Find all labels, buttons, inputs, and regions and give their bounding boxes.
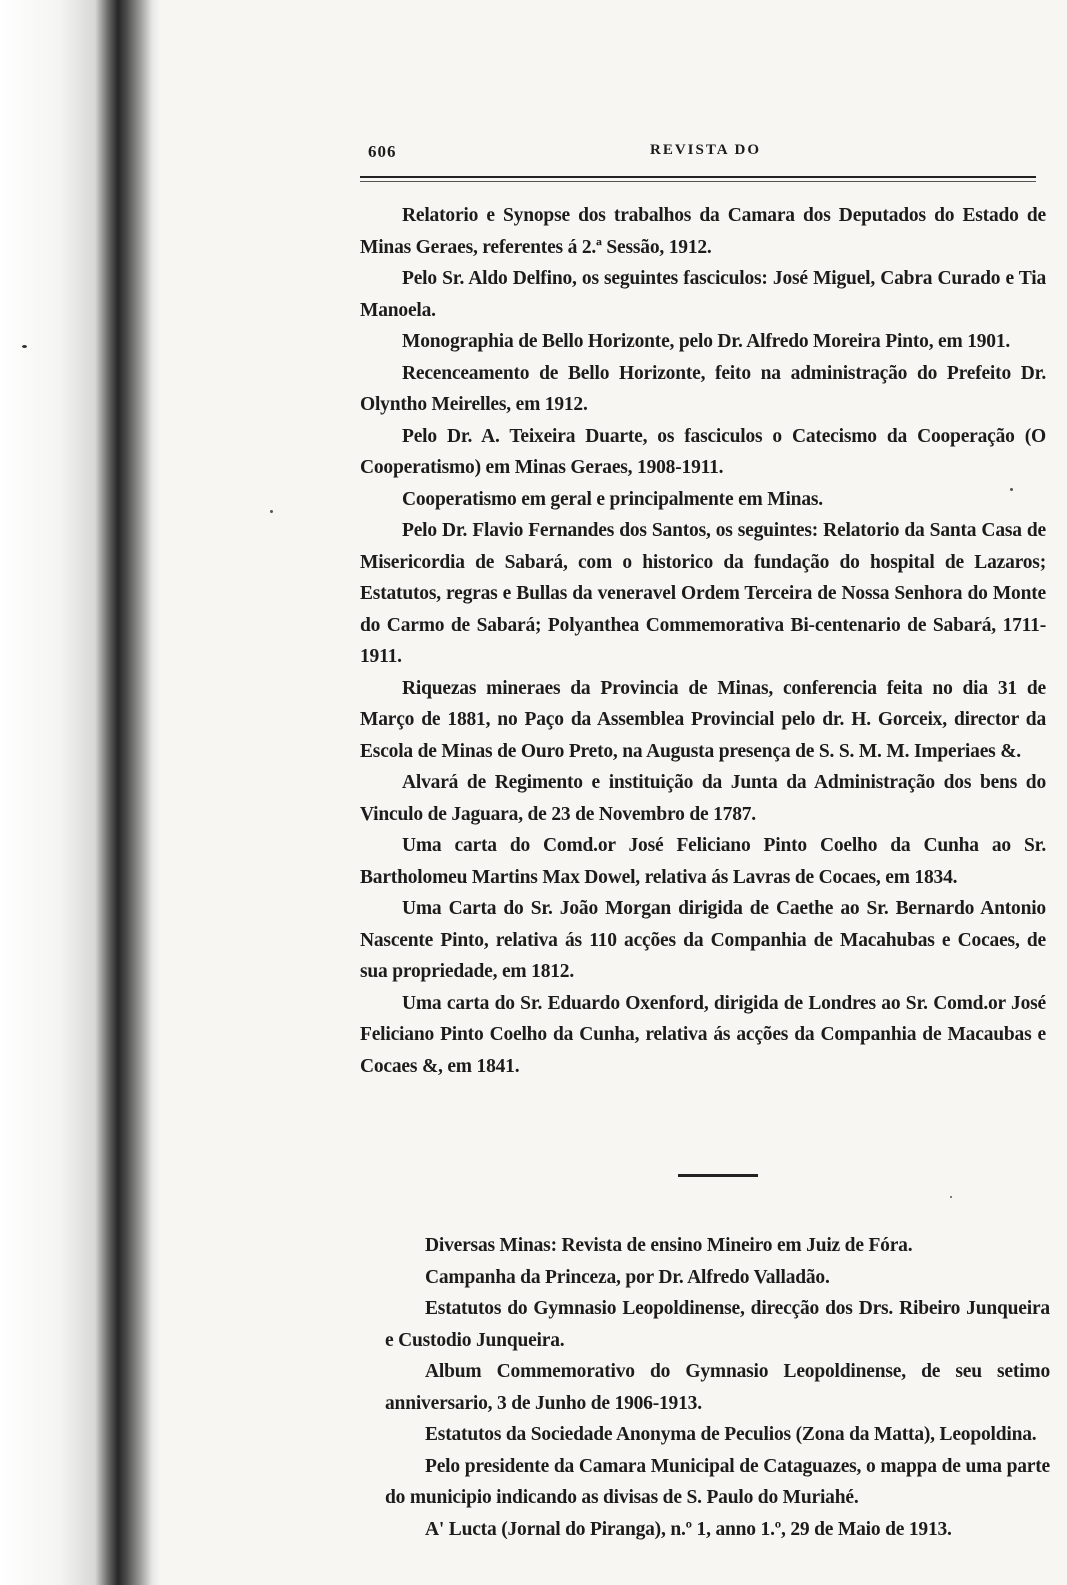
entry-paragraph: Uma carta do Comd.or José Feliciano Pinto Coelho da Cunha ao Sr. Bartholomeu Martins Max Dowel, relativa ás Lavras de Cocaes, em 1834. bbox=[360, 835, 1046, 888]
entry-paragraph: Recenceamento de Bello Horizonte, feito na administração do Prefeito Dr. Olyntho Meirelles, em 1912. bbox=[360, 362, 1046, 415]
entry-paragraph: Album Commemorativo do Gymnasio Leopoldinense, de seu setimo anniversario, 3 de Junho de 1906-1913. bbox=[385, 1361, 1050, 1414]
catalogue-section-1 bbox=[360, 200, 1046, 1082]
entry-paragraph: Pelo Sr. Aldo Delfino, os seguintes fasciculos: José Miguel, Cabra Curado e Tia Manoela. bbox=[360, 268, 1046, 321]
entry-paragraph: Diversas Minas: Revista de ensino Mineiro em Juiz de Fóra. bbox=[425, 1235, 913, 1256]
entry-paragraph: Campanha da Princeza, por Dr. Alfredo Valladão. bbox=[425, 1266, 830, 1288]
entry-paragraph: Uma Carta do Sr. João Morgan dirigida de Caethe ao Sr. Bernardo Antonio Nascente Pinto, relativa ás 110 acções da Companhia de Macahubas e Cocaes, de sua propriedade, em 1812. bbox=[360, 898, 1046, 982]
entry-paragraph: Uma carta do Sr. Eduardo Oxenford, dirigida de Londres ao Sr. Comd.or José Feliciano Pinto Coelho da Cunha, relativa ás acções da Companhia de Macaubas e Cocaes &, em 1841. bbox=[360, 992, 1046, 1077]
entry-paragraph: Monographia de Bello Horizonte, pelo Dr. Alfredo Moreira Pinto, em 1901. bbox=[402, 331, 1011, 352]
entry-paragraph: Alvará de Regimento e instituição da Junta da Administração dos bens do Vinculo de Jaguara, de 23 de Novembro de 1787. bbox=[360, 772, 1046, 825]
entry-paragraph: Pelo Dr. Flavio Fernandes dos Santos, os seguintes: Relatorio da Santa Casa de Misericordia de Sabará, com o historico da fundação do hospital de Lazaros; Estatutos, regras e Bullas da veneravel Ordem Terceira de Nossa Senhora do Monte do Carmo de Sabará; Polyanthea Commemorativa Bi-centenario de Sabará, 1711-1911. bbox=[360, 520, 1046, 667]
paper-speck bbox=[270, 510, 273, 513]
entry-paragraph: Relatorio e Synopse dos trabalhos da Camara dos Deputados do Estado de Minas Geraes, referentes á 2.ª Sessão, 1912. bbox=[360, 205, 1046, 258]
entry-paragraph: Pelo Dr. A. Teixeira Duarte, os fasciculos o Catecismo da Cooperação (O Cooperatismo) em Minas Geraes, 1908-1911. bbox=[360, 425, 1046, 478]
entry-paragraph: Pelo presidente da Camara Municipal de Cataguazes, o mappa de uma parte do municipio indicando as divisas de S. Paulo do Muriahé. bbox=[385, 1455, 1050, 1508]
entry-paragraph: Estatutos do Gymnasio Leopoldinense, direcção dos Drs. Ribeiro Junqueira e Custodio Junqueira. bbox=[385, 1298, 1050, 1351]
page-header bbox=[360, 130, 1050, 170]
catalogue-section-2 bbox=[385, 1230, 1050, 1545]
entry-paragraph: Riquezas mineraes da Provincia de Minas, conferencia feita no dia 31 de Março de 1881, no Paço da Assemblea Provincial pelo dr. H. Gorceix, director da Escola de Minas de Ouro Preto, na Augusta presença de S. S. M. M. Imperiaes &. bbox=[360, 677, 1046, 762]
entry-paragraph: A' Lucta (Jornal do Piranga), n.º 1, anno 1.º, 29 de Maio de 1913. bbox=[425, 1518, 952, 1540]
header-rule bbox=[360, 176, 1036, 182]
paper-speck bbox=[950, 1196, 952, 1198]
book-binding-gutter bbox=[0, 0, 160, 1585]
book-page bbox=[360, 130, 1050, 1540]
paper-speck bbox=[22, 345, 27, 348]
running-head: REVISTA DO bbox=[650, 142, 761, 158]
section-divider bbox=[678, 1174, 758, 1177]
entry-paragraph: Estatutos da Sociedade Anonyma de Peculios (Zona da Matta), Leopoldina. bbox=[425, 1424, 1037, 1445]
page-number: 606 bbox=[368, 142, 397, 161]
entry-paragraph: Cooperatismo em geral e principalmente em Minas. bbox=[402, 488, 823, 510]
